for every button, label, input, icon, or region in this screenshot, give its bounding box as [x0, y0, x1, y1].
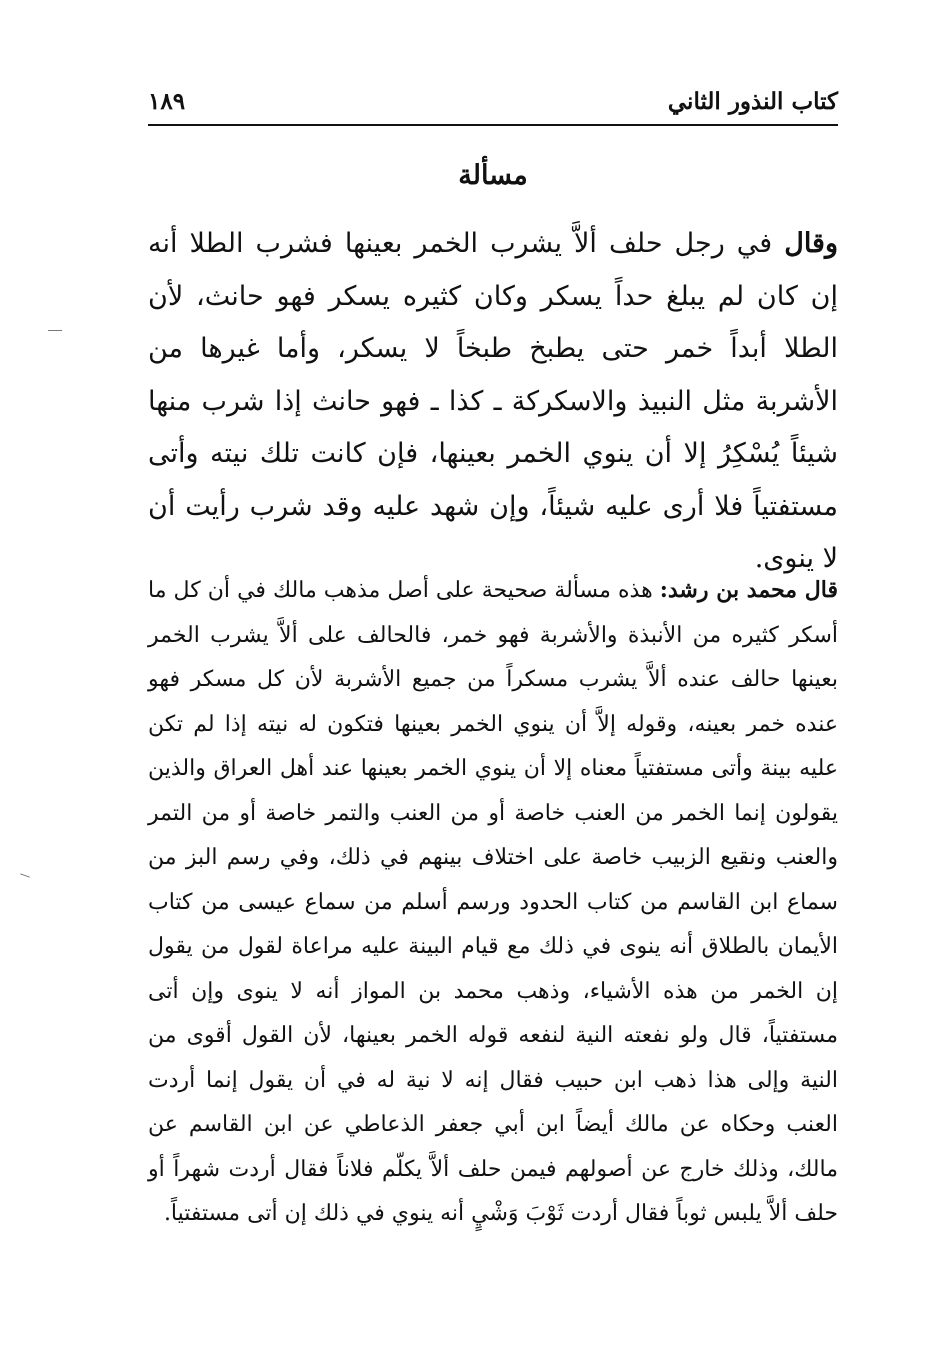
- main-paragraph-lead: وقال: [784, 228, 838, 259]
- running-header: [148, 88, 838, 126]
- section-heading: مسألة: [458, 160, 528, 191]
- main-paragraph-body: في رجل حلف ألاَّ يشرب الخمر بعينها فشرب الطلا أنه إن كان لم يبلغ حداً يسكر وكان كثيره يسكر فهو حانث، لأن الطلا أبداً خمر حتى يطبخ طبخاً لا يسكر، وأما غيرها من الأشربة مثل النبيذ والاسكركة ـ كذا ـ فهو حانث إذا شرب منها شيئاً يُسْكِرُ إلا أن ينوي الخمر بعينها، فإن كانت تلك نيته وأتى مستفتياً فلا أرى عليه شيئاً، وإن شهد عليه وقد شرب رأيت أن لا ينوى.: [148, 228, 838, 574]
- commentary-lead: قال محمد بن رشد:: [659, 577, 838, 603]
- book-title: كتاب النذور الثاني: [667, 88, 838, 115]
- margin-mark: [48, 330, 62, 331]
- commentary-body: هذه مسألة صحيحة على أصل مذهب مالك في أن كل ما أسكر كثيره من الأنبذة والأشربة فهو خمر، فالحالف على ألاَّ يشرب الخمر بعينها حالف عنده ألاَّ يشرب مسكراً من جميع الأشربة لأن كل مسكر فهو عنده خمر بعينه، وقوله إلاَّ أن ينوي الخمر بعينها فتكون له نيته إذا لم تكن عليه بينة وأتى مستفتياً معناه إلا أن ينوي الخمر بعينها عند أهل العراق والذين يقولون إنما الخمر من العنب خاصة أو من العنب والتمر خاصة أو من التمر والعنب ونقيع الزبيب خاصة على اختلاف بينهم في ذلك، وفي رسم البز من سماع ابن القاسم من كتاب الحدود ورسم أسلم من سماع عيسى من كتاب الأيمان بالطلاق أنه ينوى في ذلك مع قيام البينة عليه مراعاة لقول من يقول إن الخمر من هذه الأشياء، وذهب محمد بن المواز أنه لا ينوى وإن أتى مستفتياً، قال ولو نفعته النية لنفعه قوله الخمر بعينها، لأن القول أقوى من النية وإلى هذا ذهب ابن حبيب فقال إنه لا نية له في أن يقول إنما أردت العنب وحكاه عن مالك أيضاً ابن أبي جعفر الذعاطي عن ابن القاسم عن مالك، وذلك خارج عن أصولهم فيمن حلف ألاَّ يكلّم فلاناً فقال أردت شهراً أو حلف ألاَّ يلبس ثوباً فقال أردت ثَوْبَ وَشْيٍ أنه ينوي في ذلك إن أتى مستفتياً.: [148, 578, 838, 1226]
- page-number: ١٨٩: [148, 88, 186, 115]
- main-paragraph: [148, 218, 838, 586]
- commentary-paragraph: [148, 568, 838, 1237]
- margin-mark: [20, 873, 30, 877]
